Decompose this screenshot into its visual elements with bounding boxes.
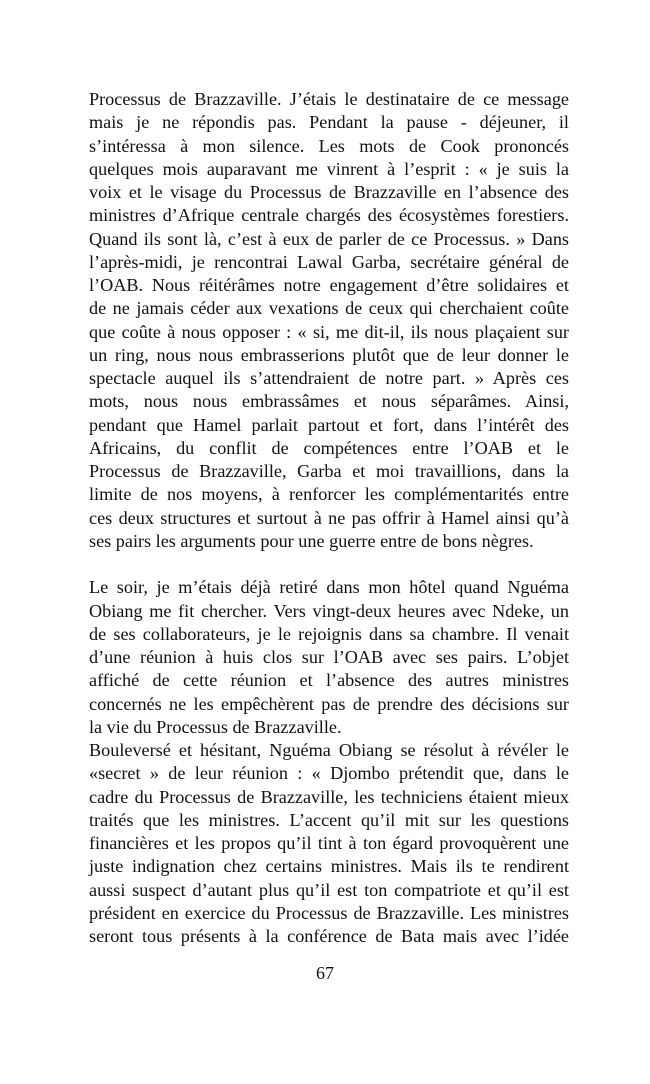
text-line: s’intéressa à mon silence. Les mots de Cook prononcés	[89, 135, 569, 156]
text-line: Obiang me fit chercher. Vers vingt-deux heures avec Ndeke, un	[89, 600, 569, 621]
text-line: président en exercice du Processus de Brazzaville. Les ministres	[89, 902, 569, 923]
text-line: de ses collaborateurs, je le rejoignis dans sa chambre. Il venait	[89, 623, 569, 644]
text-line: Processus de Brazzaville. J’étais le destinataire de ce message	[89, 89, 569, 109]
text-line: Le soir, je m’étais déjà retiré dans mon hôtel quand Nguéma	[89, 577, 569, 598]
page-body	[89, 88, 569, 948]
text-line: «secret » de leur réunion : « Djombo prétendit que, dans le	[89, 763, 569, 784]
text-line: Processus de Brazzaville, Garba et moi travaillions, dans la	[89, 461, 569, 481]
text-line: l’OAB. Nous réitérâmes notre engagement d’être solidaires et	[89, 275, 569, 295]
text-line: mots, nous nous embrassâmes et nous séparâmes. Ainsi,	[89, 391, 569, 412]
paragraph-1	[89, 88, 569, 553]
text-line: spectacle auquel ils s’attendraient de notre part. » Après ces	[89, 368, 569, 388]
text-line: que coûte à nous opposer : « si, me dit-il, ils nous plaçaient sur	[89, 321, 569, 342]
text-line: pendant que Hamel parlait partout et fort, dans l’intérêt des	[89, 414, 569, 435]
text-line: seront tous présents à la conférence de Bata mais avec l’idée	[89, 926, 569, 946]
text-line: quelques mois auparavant me vinrent à l’esprit : « je suis la	[89, 158, 569, 179]
text-line: un ring, nous nous embrasserions plutôt que de leur donner le	[89, 344, 569, 365]
text-line: financières et les propos qu’il tint à ton égard provoquèrent une	[89, 833, 569, 853]
text-line: aussi suspect d’autant plus qu’il est ton compatriote et qu’il est	[89, 879, 569, 900]
text-line: affiché de cette réunion et l’absence des autres ministres	[89, 670, 569, 691]
text-line: Quand ils sont là, c’est à eux de parler de ce Processus. » Dans	[89, 228, 569, 249]
text-line: la vie du Processus de Brazzaville.	[89, 716, 342, 737]
paragraph-3	[89, 739, 569, 948]
text-line: Bouleversé et hésitant, Nguéma Obiang se résolut à révéler le	[89, 740, 569, 760]
text-line: Africains, du conflit de compétences entre l’OAB et le	[89, 437, 569, 458]
text-line: ses pairs les arguments pour une guerre entre de bons nègres.	[89, 530, 534, 551]
text-line: mais je ne répondis pas. Pendant la pause - déjeuner, il	[89, 112, 569, 133]
text-line: d’une réunion à huis clos sur l’OAB avec ses pairs. L’objet	[89, 647, 569, 667]
text-line: limite de nos moyens, à renforcer les complémentarités entre	[89, 484, 569, 505]
paragraph-spacer	[89, 553, 569, 576]
page-number: 67	[316, 963, 334, 983]
text-line: ministres d’Afrique centrale chargés des écosystèmes forestiers.	[89, 205, 569, 226]
text-line: voix et le visage du Processus de Brazzaville en l’absence des	[89, 182, 569, 202]
text-line: de ne jamais céder aux vexations de ceux qui cherchaient coûte	[89, 298, 569, 319]
text-line: cadre du Processus de Brazzaville, les techniciens étaient mieux	[89, 786, 569, 807]
text-line: l’après-midi, je rencontrai Lawal Garba, secrétaire général de	[89, 251, 569, 272]
text-line: concernés ne les empêchèrent pas de prendre des décisions sur	[89, 693, 569, 714]
text-line: ces deux structures et surtout à ne pas offrir à Hamel ainsi qu’à	[89, 507, 569, 528]
paragraph-2	[89, 576, 569, 739]
text-line: traités que les ministres. L’accent qu’il mit sur les questions	[89, 809, 569, 830]
text-line: juste indignation chez certains ministres. Mais ils te rendirent	[89, 856, 569, 877]
